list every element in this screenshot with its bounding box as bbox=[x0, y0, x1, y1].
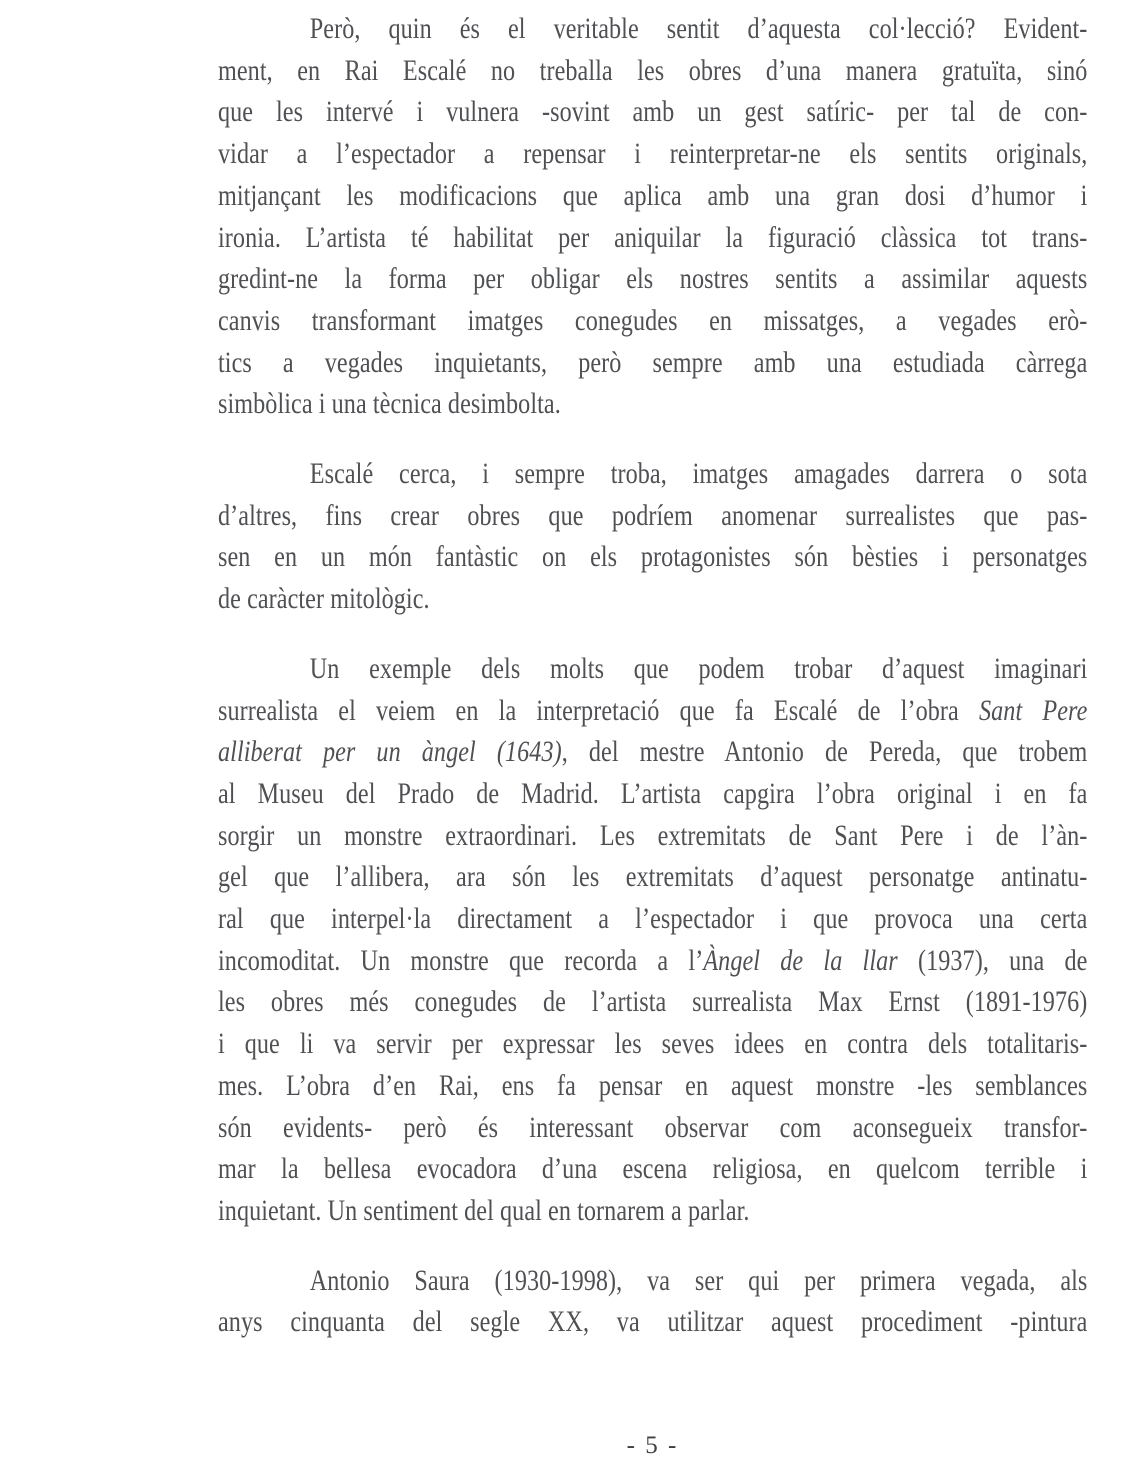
text-segment: mitjançant les modificacions que aplica amb una gran dosi d’humor i bbox=[218, 178, 1088, 212]
text-segment: surrealista el veiem en la interpretació que fa Escalé de l’obra bbox=[218, 693, 979, 727]
text-segment: mar la bellesa evocadora d’una escena religiosa, en quelcom terrible i bbox=[218, 1152, 1088, 1186]
text-line bbox=[218, 175, 1087, 217]
text-segment: inquietant. Un sentiment del qual en tornarem a parlar. bbox=[218, 1193, 750, 1227]
paragraph bbox=[218, 453, 1087, 620]
text-line bbox=[218, 8, 1087, 50]
page-number: - 5 - bbox=[626, 1432, 679, 1459]
text-segment: canvis transformant imatges conegudes en missatges, a vegades erò- bbox=[218, 303, 1088, 337]
text-line bbox=[218, 50, 1087, 92]
text-line bbox=[218, 258, 1087, 300]
text-segment: incomoditat. Un monstre que recorda a l’ bbox=[218, 943, 704, 977]
text-line bbox=[218, 1065, 1087, 1107]
text-line bbox=[218, 1301, 1087, 1343]
page-footer bbox=[218, 1432, 1087, 1460]
text-segment: mes. L’obra d’en Rai, ens fa pensar en aquest monstre -les semblances bbox=[218, 1068, 1088, 1102]
text-line bbox=[218, 342, 1087, 384]
text-line bbox=[218, 731, 1087, 773]
text-segment: són evidents- però és interessant observar com aconsegueix transfor- bbox=[218, 1110, 1088, 1144]
text-line bbox=[218, 300, 1087, 342]
text-line bbox=[218, 1148, 1087, 1190]
text-line bbox=[218, 453, 1087, 495]
text-segment: tics a vegades inquietants, però sempre amb una estudiada càrrega bbox=[218, 345, 1088, 379]
text-line bbox=[218, 495, 1087, 537]
text-line bbox=[218, 898, 1087, 940]
text-line bbox=[218, 1190, 1087, 1232]
text-segment: sorgir un monstre extraordinari. Les extremitats de Sant Pere i de l’àn- bbox=[218, 818, 1088, 852]
text-line bbox=[218, 1023, 1087, 1065]
text-segment: i que li va servir per expressar les seves idees en contra dels totalitaris- bbox=[218, 1027, 1088, 1061]
text-segment: Un exemple dels molts que podem trobar d’aquest imaginari bbox=[309, 651, 1088, 685]
text-segment: ironia. L’artista té habilitat per aniquilar la figuració clàssica tot trans- bbox=[218, 220, 1088, 254]
text-line bbox=[218, 133, 1087, 175]
text-line bbox=[218, 856, 1087, 898]
paragraph bbox=[218, 1260, 1087, 1343]
text-line bbox=[218, 690, 1087, 732]
text-segment: anys cinquanta del segle XX, va utilitzar aquest procediment -pintura bbox=[218, 1305, 1088, 1339]
text-line bbox=[218, 773, 1087, 815]
text-segment: Però, quin és el veritable sentit d’aquesta col·lecció? Evident- bbox=[309, 12, 1088, 45]
text-segment: vidar a l’espectador a repensar i reinterpretar-ne els sentits originals, bbox=[218, 137, 1088, 171]
text-line bbox=[218, 91, 1087, 133]
text-segment: ral que interpel·la directament a l’espectador i que provoca una certa bbox=[218, 902, 1088, 936]
text-line bbox=[218, 940, 1087, 982]
text-line bbox=[218, 815, 1087, 857]
text-segment: que les intervé i vulnera -sovint amb un gest satíric- per tal de con- bbox=[218, 95, 1088, 129]
text-line bbox=[218, 981, 1087, 1023]
text-line bbox=[218, 1260, 1087, 1302]
text-line bbox=[218, 536, 1087, 578]
paragraph bbox=[218, 8, 1087, 425]
text-segment: Escalé cerca, i sempre troba, imatges amagades darrera o sota bbox=[309, 457, 1088, 491]
text-segment: Antonio Saura (1930-1998), va ser qui per primera vegada, als bbox=[309, 1263, 1088, 1297]
text-segment: gredint-ne la forma per obligar els nostres sentits a assimilar aquests bbox=[218, 262, 1088, 296]
text-line bbox=[218, 578, 1087, 620]
italic-text-segment: Àngel de la llar bbox=[703, 943, 898, 977]
text-segment: de caràcter mitològic. bbox=[218, 582, 430, 616]
text-segment: les obres més conegudes de l’artista surrealista Max Ernst (1891-1976) bbox=[218, 985, 1088, 1019]
paragraph bbox=[218, 648, 1087, 1232]
text-column bbox=[218, 8, 1087, 1371]
text-segment: (1937), una de bbox=[897, 943, 1088, 977]
italic-text-segment: alliberat per un àngel (1643) bbox=[218, 735, 562, 769]
text-segment: d’altres, fins crear obres que podríem anomenar surrealistes que pas- bbox=[218, 498, 1088, 532]
text-line bbox=[218, 648, 1087, 690]
text-line bbox=[218, 217, 1087, 259]
text-line bbox=[218, 1107, 1087, 1149]
text-segment: al Museu del Prado de Madrid. L’artista capgira l’obra original i en fa bbox=[218, 776, 1088, 810]
italic-text-segment: Sant Pere bbox=[978, 693, 1088, 727]
text-segment: simbòlica i una tècnica desimbolta. bbox=[218, 387, 561, 421]
text-line bbox=[218, 383, 1087, 425]
text-segment: , del mestre Antonio de Pereda, que trobem bbox=[561, 735, 1088, 769]
text-segment: sen en un món fantàstic on els protagonistes són bèsties i personatges bbox=[218, 540, 1088, 574]
text-segment: gel que l’allibera, ara són les extremitats d’aquest personatge antinatu- bbox=[218, 860, 1088, 894]
text-segment: ment, en Rai Escalé no treballa les obres d’una manera gratuïta, sinó bbox=[218, 53, 1088, 87]
